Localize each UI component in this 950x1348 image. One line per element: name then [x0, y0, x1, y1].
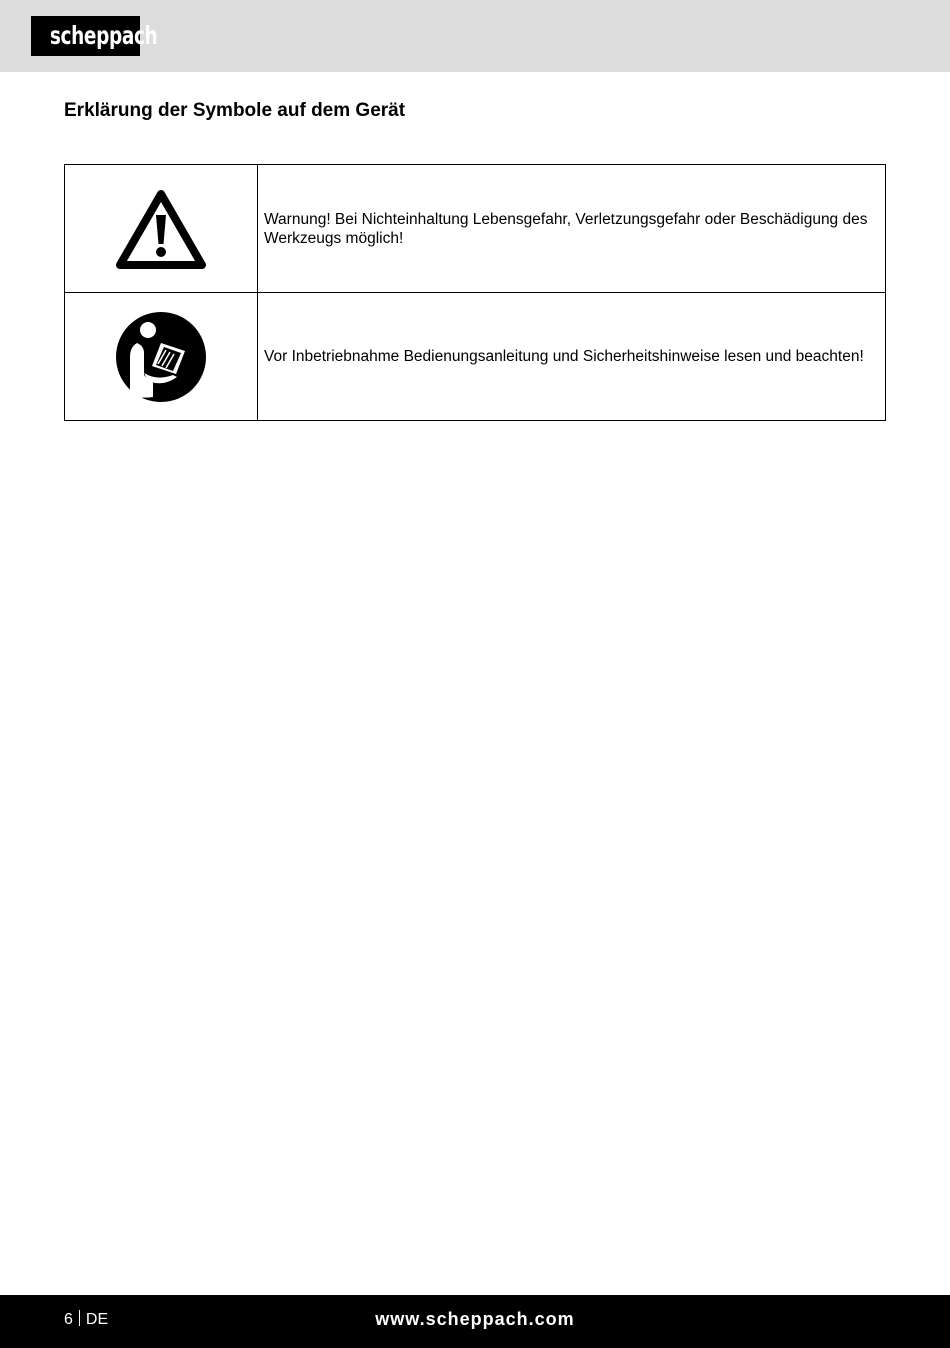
table-row [65, 165, 886, 293]
symbol-description: Warnung! Bei Nichteinhaltung Lebensgefahr, Verletzungsgefahr oder Beschädigung des Werkzeugs möglich! [258, 165, 886, 293]
website-url: www.scheppach.com [375, 1309, 575, 1329]
scheppach-logo [31, 16, 158, 56]
section-title: Erklärung der Symbole auf dem Gerät [64, 100, 406, 121]
page-header [0, 0, 950, 72]
symbol-icon-cell [65, 293, 258, 421]
logo-text: scheppach [49, 21, 158, 50]
read-manual-icon [115, 311, 207, 403]
symbol-table [64, 164, 886, 421]
language-code: DE [85, 1311, 109, 1328]
symbol-icon-cell [65, 165, 258, 293]
warning-triangle-icon [115, 188, 207, 270]
table-row [65, 293, 886, 421]
page-footer [0, 1295, 950, 1348]
page-number: 6 [64, 1311, 73, 1328]
symbol-description: Vor Inbetriebnahme Bedienungsanleitung und Sicherheitshinweise lesen und beachten! [258, 293, 886, 421]
